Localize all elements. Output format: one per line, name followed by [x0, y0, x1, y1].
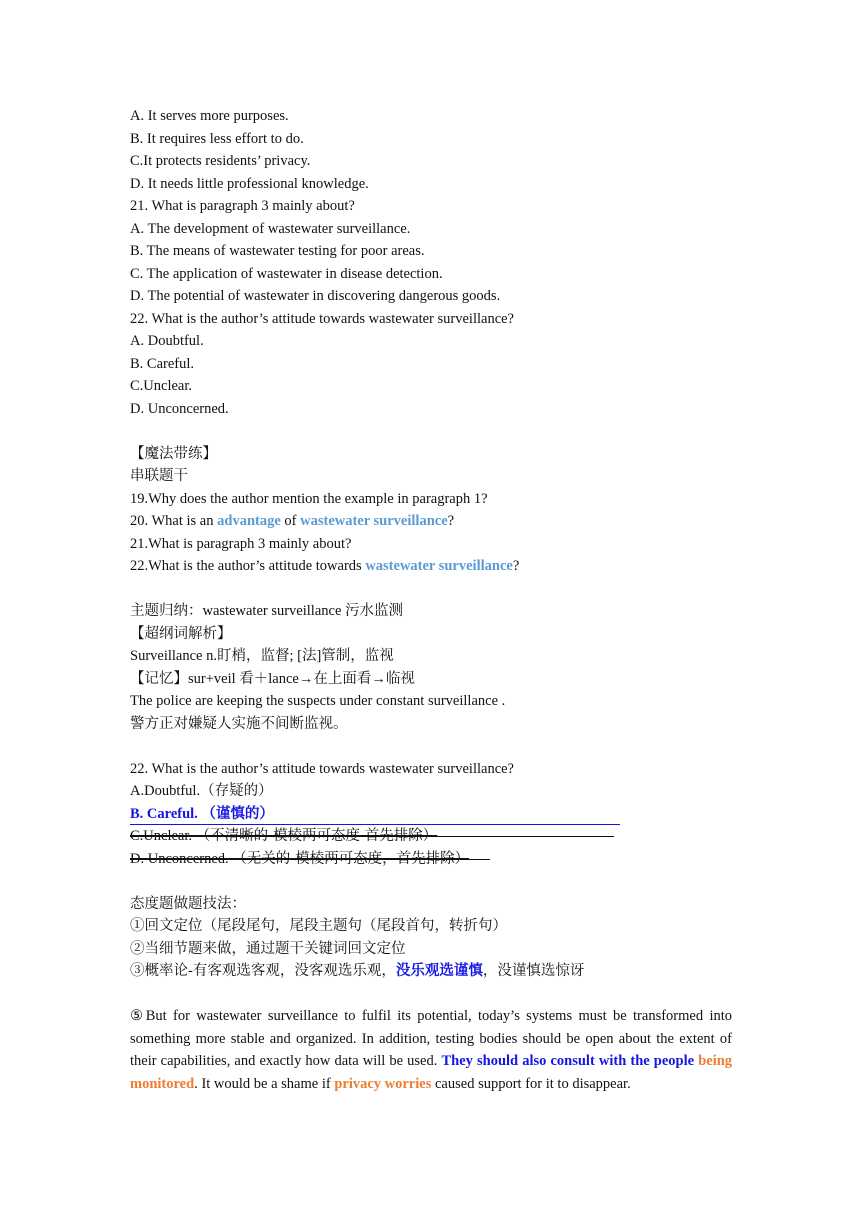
q21-question: 21. What is paragraph 3 mainly about?: [130, 198, 355, 214]
tip-3-rest: ，没谨慎选惊讶: [482, 963, 585, 979]
passage-text: . It would be a shame if: [194, 1075, 335, 1092]
passage-highlight-privacy: privacy worries: [334, 1075, 432, 1092]
spacer: [130, 735, 732, 758]
analysis-question: 22. What is the author’s attitude towards wastewater surveillance?: [130, 760, 514, 777]
analysis-option-b-correct: [130, 803, 732, 826]
analysis-option-a: A.Doubtful.（存疑的）: [130, 783, 273, 799]
correct-answer: B. Careful. （谨慎的）: [130, 804, 620, 825]
q22-end: ?: [512, 558, 520, 574]
analysis-option-c: [130, 825, 732, 848]
q22-question: 22. What is the author’s attitude towards wastewater surveillance?: [130, 310, 514, 327]
spacer: [130, 578, 732, 601]
eliminated-option: D. Unconcerned. （无关的-模棱两可态度，首先排除）: [130, 848, 490, 871]
q20-text: 20. What is an: [130, 513, 218, 529]
keyword-wastewater-surveillance: wastewater surveillance: [300, 513, 448, 529]
option-a: A. It serves more purposes.: [130, 108, 289, 124]
spacer: [130, 420, 732, 443]
passage-text: ⑤But for wastewater surveillance to fulfil its potential, today’s systems must be transformed into something more stable and organized. In addition, testing bodies should be open about the extent of their capabilities, and exactly how data will be used.: [130, 1008, 732, 1069]
vocab-heading: 【超纲词解析】: [130, 625, 232, 642]
spacer: [130, 983, 732, 1006]
document-content: [130, 105, 732, 1095]
passage-highlight-blue: They should also consult with the people: [441, 1053, 695, 1069]
q21-option-b: B. The means of wastewater testing for poor areas.: [130, 243, 425, 259]
practice-q22: [130, 555, 732, 578]
q22-option-a: A. Doubtful.: [130, 333, 204, 349]
tip-3-highlight: 没乐观选谨慎: [395, 963, 483, 979]
q22-option-c: C.Unclear.: [130, 378, 193, 394]
q22-option-d: D. Unconcerned.: [130, 400, 229, 417]
spacer: [130, 870, 732, 893]
keyword-wastewater-surveillance: wastewater surveillance: [365, 558, 513, 574]
q20-text-mid: of: [280, 513, 301, 529]
tip-3: [130, 960, 732, 983]
tip-3-text: ③概率论-有客观选客观，没客观选乐观，: [130, 963, 396, 979]
theme-summary: 主题归纳：wastewater surveillance 污水监测: [130, 603, 404, 619]
eliminated-option: C.Unclear. （不清晰的-模棱两可态度-首先排除）: [130, 825, 614, 848]
analysis-option-d: [130, 848, 732, 871]
tip-2: ②当细节题来做，通过题干关键词回文定位: [130, 940, 406, 957]
vocab-example-en: The police are keeping the suspects under constant surveillance .: [130, 693, 506, 709]
passage-paragraph-5: [130, 1005, 732, 1095]
option-b: B. It requires less effort to do.: [130, 130, 304, 147]
practice-heading: 【魔法带练】: [130, 445, 217, 462]
vocab-definition: Surveillance n.盯梢，监督; [法]管制，监视: [130, 648, 394, 664]
option-c: C.It protects residents’ privacy.: [130, 153, 311, 169]
tips-heading: 态度题做题技法：: [130, 895, 246, 912]
practice-q19: 19.Why does the author mention the example in paragraph 1?: [130, 490, 488, 507]
vocab-memory: 【记忆】sur+veil 看＋lance→在上面看→临视: [130, 670, 415, 687]
practice-q20: [130, 510, 732, 533]
option-d: D. It needs little professional knowledge.: [130, 175, 369, 192]
keyword-advantage: advantage: [217, 513, 281, 529]
passage-text: caused support for it to disappear.: [431, 1075, 631, 1092]
tip-1: ①回文定位（尾段尾句，尾段主题句（尾段首句，转折句）: [130, 918, 507, 934]
vocab-example-zh: 警方正对嫌疑人实施不间断监视。: [130, 715, 348, 732]
passage-highlight-orange: being monitored: [130, 1053, 733, 1092]
q21-option-a: A. The development of wastewater surveillance.: [130, 220, 411, 237]
q22-option-b: B. Careful.: [130, 355, 195, 372]
practice-subheading: 串联题干: [130, 468, 188, 484]
q21-option-c: C. The application of wastewater in disease detection.: [130, 265, 443, 282]
q20-end: ?: [447, 513, 455, 529]
practice-q21: 21.What is paragraph 3 mainly about?: [130, 535, 352, 552]
q22-text: 22.What is the author’s attitude towards: [130, 558, 366, 574]
q21-option-d: D. The potential of wastewater in discovering dangerous goods.: [130, 288, 501, 304]
